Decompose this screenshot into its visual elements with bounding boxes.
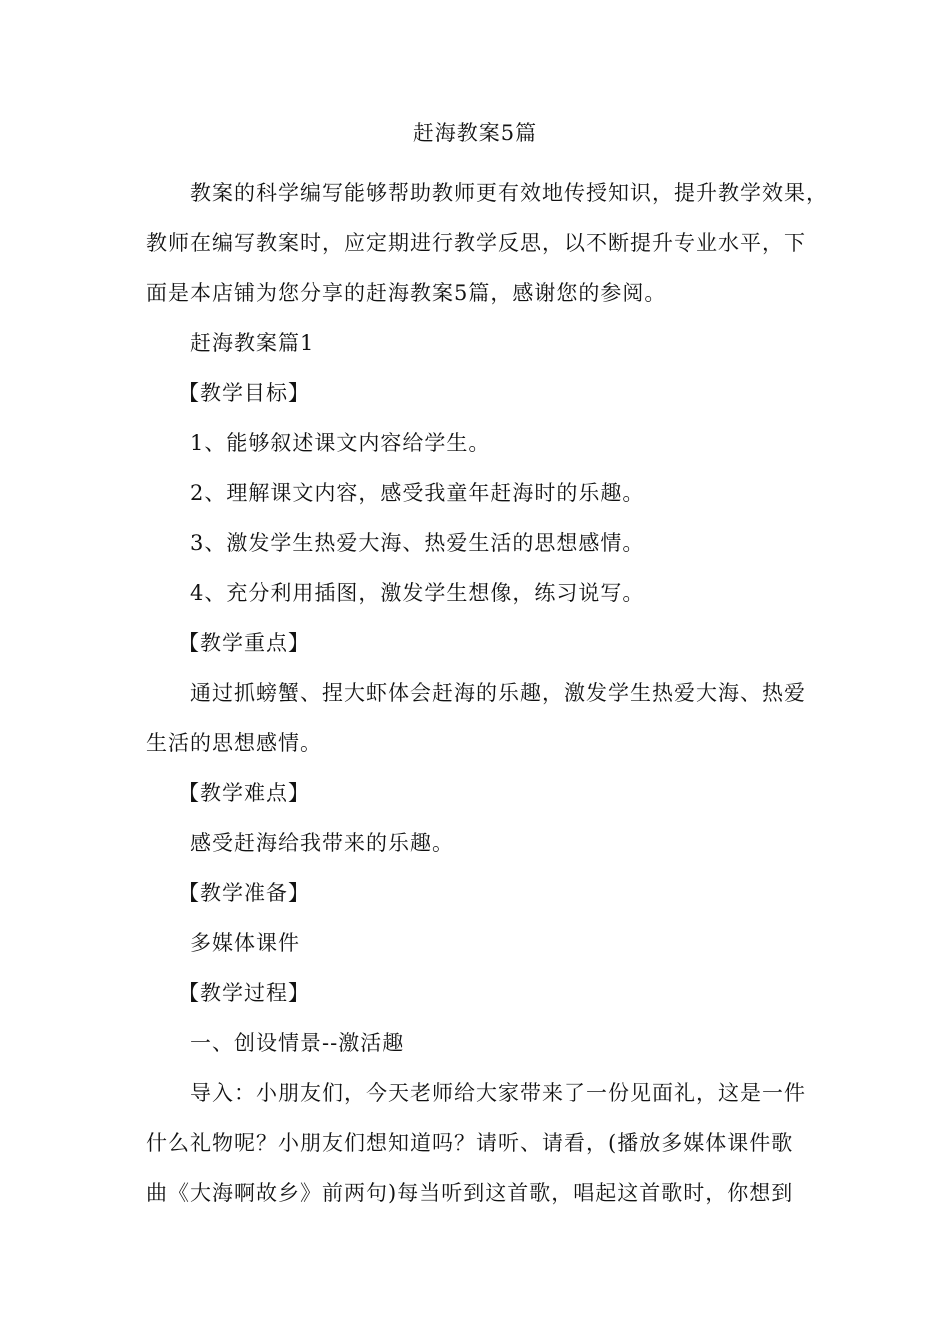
intro-line: 教师在编写教案时，应定期进行教学反思，以不断提升专业水平，下 — [146, 231, 806, 255]
prep-heading: 【教学准备】 — [178, 881, 310, 905]
document-title: 赶海教案5篇 — [412, 121, 538, 145]
goals-heading: 【教学目标】 — [178, 381, 310, 405]
process-heading: 【教学过程】 — [178, 981, 310, 1005]
key-line: 生活的思想感情。 — [146, 731, 322, 755]
goal-item: 1、能够叙述课文内容给学生。 — [190, 431, 491, 455]
process-line: 曲《大海啊故乡》前两句)每当听到这首歌，唱起这首歌时，你想到 — [146, 1181, 794, 1205]
goal-item: 4、充分利用插图，激发学生想像，练习说写。 — [190, 581, 645, 605]
process-step: 一、创设情景--激活趣 — [190, 1031, 405, 1055]
intro-line: 面是本店铺为您分享的赶海教案5篇，感谢您的参阅。 — [146, 281, 667, 305]
intro-line: 教案的科学编写能够帮助教师更有效地传授知识，提升教学效果， — [190, 181, 828, 205]
key-heading: 【教学重点】 — [178, 631, 310, 655]
document-body — [146, 168, 828, 1218]
key-line: 通过抓螃蟹、捏大虾体会赶海的乐趣，激发学生热爱大海、热爱 — [190, 681, 806, 705]
goal-item: 3、激发学生热爱大海、热爱生活的思想感情。 — [190, 531, 645, 555]
prep-text: 多媒体课件 — [190, 931, 300, 955]
process-line: 什么礼物呢？小朋友们想知道吗？请听、请看，(播放多媒体课件歌 — [146, 1131, 794, 1155]
process-line: 导入：小朋友们，今天老师给大家带来了一份见面礼，这是一件 — [190, 1081, 806, 1105]
difficult-heading: 【教学难点】 — [178, 781, 310, 805]
goal-item: 2、理解课文内容，感受我童年赶海时的乐趣。 — [190, 481, 645, 505]
section-heading: 赶海教案篇1 — [190, 331, 315, 355]
difficult-text: 感受赶海给我带来的乐趣。 — [190, 831, 454, 855]
